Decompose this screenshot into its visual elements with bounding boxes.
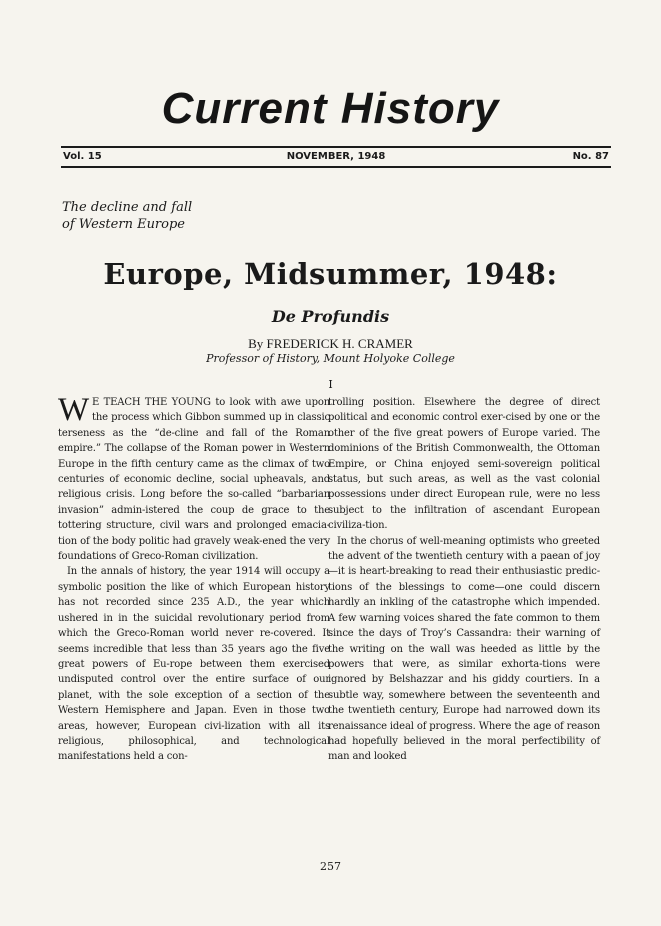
issue-number: No. 87 — [572, 151, 609, 162]
paragraph-text: E TEACH THE YOUNG to look with awe upon the process which Gibbon summed up in classic terseness as the “de-cline and fall of the Roman empire.” The collapse of the Roman power in Western Europe in the fifth century came as the climax of two centuries of economic decline, social upheavals, and religious crisis. Long before the so-called “barbarian invasion” admin-istered the coup de grace to the tottering structure, civil wars and prolonged emacia-tion of the body politic had gravely weak-ened the very foundations of Greco-Roman civilization. — [58, 397, 330, 563]
article-kicker — [62, 199, 192, 233]
drop-cap: W — [58, 392, 89, 428]
author-affiliation: Professor of History, Mount Holyoke College — [206, 352, 455, 365]
paragraph: In the chorus of well-meaning optimists who greeted the advent of the twentieth century with a paean of joy—it is heart-breaking to read their enthusiastic predic-tions of the blessings to come—one could discern hardly an inkling of the catastrophe which impended. A few warning voices shared the fate common to them since the days of Troy’s Cassandra: their warning of the writing on the wall was heeded as little by the powers that were, as similar exhorta-tions were ignored by Belshazzar and his giddy courtiers. In a subtle way, somewhere between the seventeenth and the twentieth century, Europe had narrowed down its renaissance ideal of progress. Where the age of reason had hopefully believed in the moral perfectibility of man and looked — [328, 535, 600, 763]
masthead-title: Current History — [161, 84, 500, 133]
masthead-top-rule — [61, 146, 611, 148]
text-column-left — [58, 392, 330, 765]
paragraph: In the annals of history, the year 1914 will occupy a symbolic position the like of which European history has not recorded since 235 A.D., the year which ushered in in the suicidal revolutionary period from which the Greco-Roman world never re-covered. It seems incredible that less than 35 years ago the five great powers of Eu-rope between them exercised undisputed control over the entire surface of our planet, with the sole exception of a section of the Western Hemisphere and Japan. Even in those two areas, however, European civi-lization with all its religious, philosophical, and technological manifestations held a con- — [58, 566, 330, 763]
paragraph — [58, 392, 330, 564]
kicker-line-1: The decline and fall — [62, 200, 193, 215]
article-headline: Europe, Midsummer, 1948: — [103, 257, 558, 291]
issue-info-row — [61, 151, 611, 165]
article-subhead: De Profundis — [271, 307, 390, 326]
section-number: I — [328, 378, 333, 391]
page-number: 257 — [320, 860, 341, 873]
issue-date: NOVEMBER, 1948 — [286, 151, 386, 162]
kicker-line-2: of Western Europe — [62, 217, 185, 232]
text-column-right — [328, 395, 600, 765]
article-byline: By FREDERICK H. CRAMER — [248, 336, 413, 351]
volume-label: Vol. 15 — [63, 151, 102, 162]
paragraph: trolling position. Elsewhere the degree of direct political and economic control exer-cised by one or the other of the five great powers of Europe varied. The dominions of the British Commonwealth, the Ottoman Empire, or China enjoyed semi-sovereign political status, but such areas, as well as the vast colonial possessions under direct European rule, were no less subject to the infiltration of ascendant European civiliza-tion. — [328, 397, 600, 532]
masthead-bottom-rule — [61, 166, 611, 168]
